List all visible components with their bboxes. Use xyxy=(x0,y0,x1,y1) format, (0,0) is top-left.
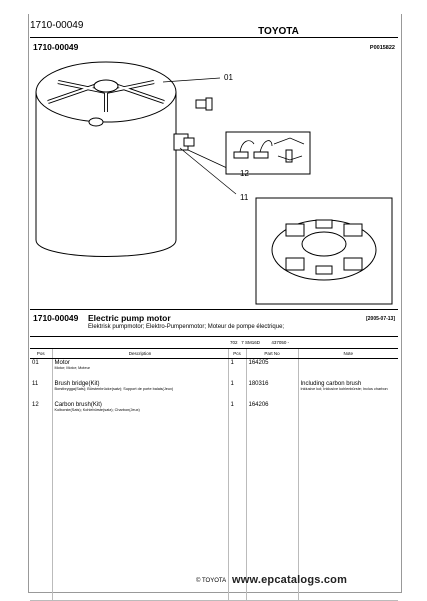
col-note: Note xyxy=(298,349,398,359)
model-info: 702 7 SM16D 437050 - xyxy=(228,337,398,349)
table-header xyxy=(30,349,398,359)
section-code: 1710-00049 xyxy=(33,42,79,52)
col-pos: Pos xyxy=(30,349,52,359)
parts-table xyxy=(30,336,398,601)
part-group-code: 1710-00049 xyxy=(33,313,79,323)
title-divider xyxy=(30,309,398,310)
pump-motor-illustration xyxy=(28,52,400,310)
watermark: www.epcatalogs.com xyxy=(232,574,348,586)
callout-11: 11 xyxy=(240,193,249,202)
model-row xyxy=(30,337,398,349)
copyright: © TOYOTA xyxy=(196,578,227,584)
brand-name: TOYOTA xyxy=(258,26,299,37)
col-part-no: Part No xyxy=(246,349,298,359)
header-code: 1710-00049 xyxy=(30,20,84,31)
table-row: 01 Motor Motor; Motor; Moteur 1 164205 xyxy=(30,359,398,381)
illustration-id: P0015822 xyxy=(369,45,395,51)
title-translations: Elektrisk pumpmotor; Elektro-Pumpenmotor; Moteur de pompe électrique; xyxy=(88,324,285,330)
col-pcs: Pcs xyxy=(228,349,246,359)
callout-01: 01 xyxy=(224,73,233,82)
table-row: 11 Brush bridge(Kit) Borstbrygga(Sats); Bürstenbrücke(satz); Support de porte balais(Jeux) 1 180316 Including carbon brush Inklusive kol; Inklusive kohlenbürste; Inclus charbon xyxy=(30,380,398,401)
col-description: Description xyxy=(52,349,228,359)
callout-12: 12 xyxy=(240,169,249,178)
header-divider xyxy=(30,37,398,38)
revision-date: [2005-07-13] xyxy=(366,316,395,322)
part-group-title: Electric pump motor xyxy=(88,313,171,323)
table-row: 12 Carbon brush(Kit) Kolborste(Sats); Kohlebürste(satz); Charbon(Jeux) 1 164206 xyxy=(30,401,398,422)
